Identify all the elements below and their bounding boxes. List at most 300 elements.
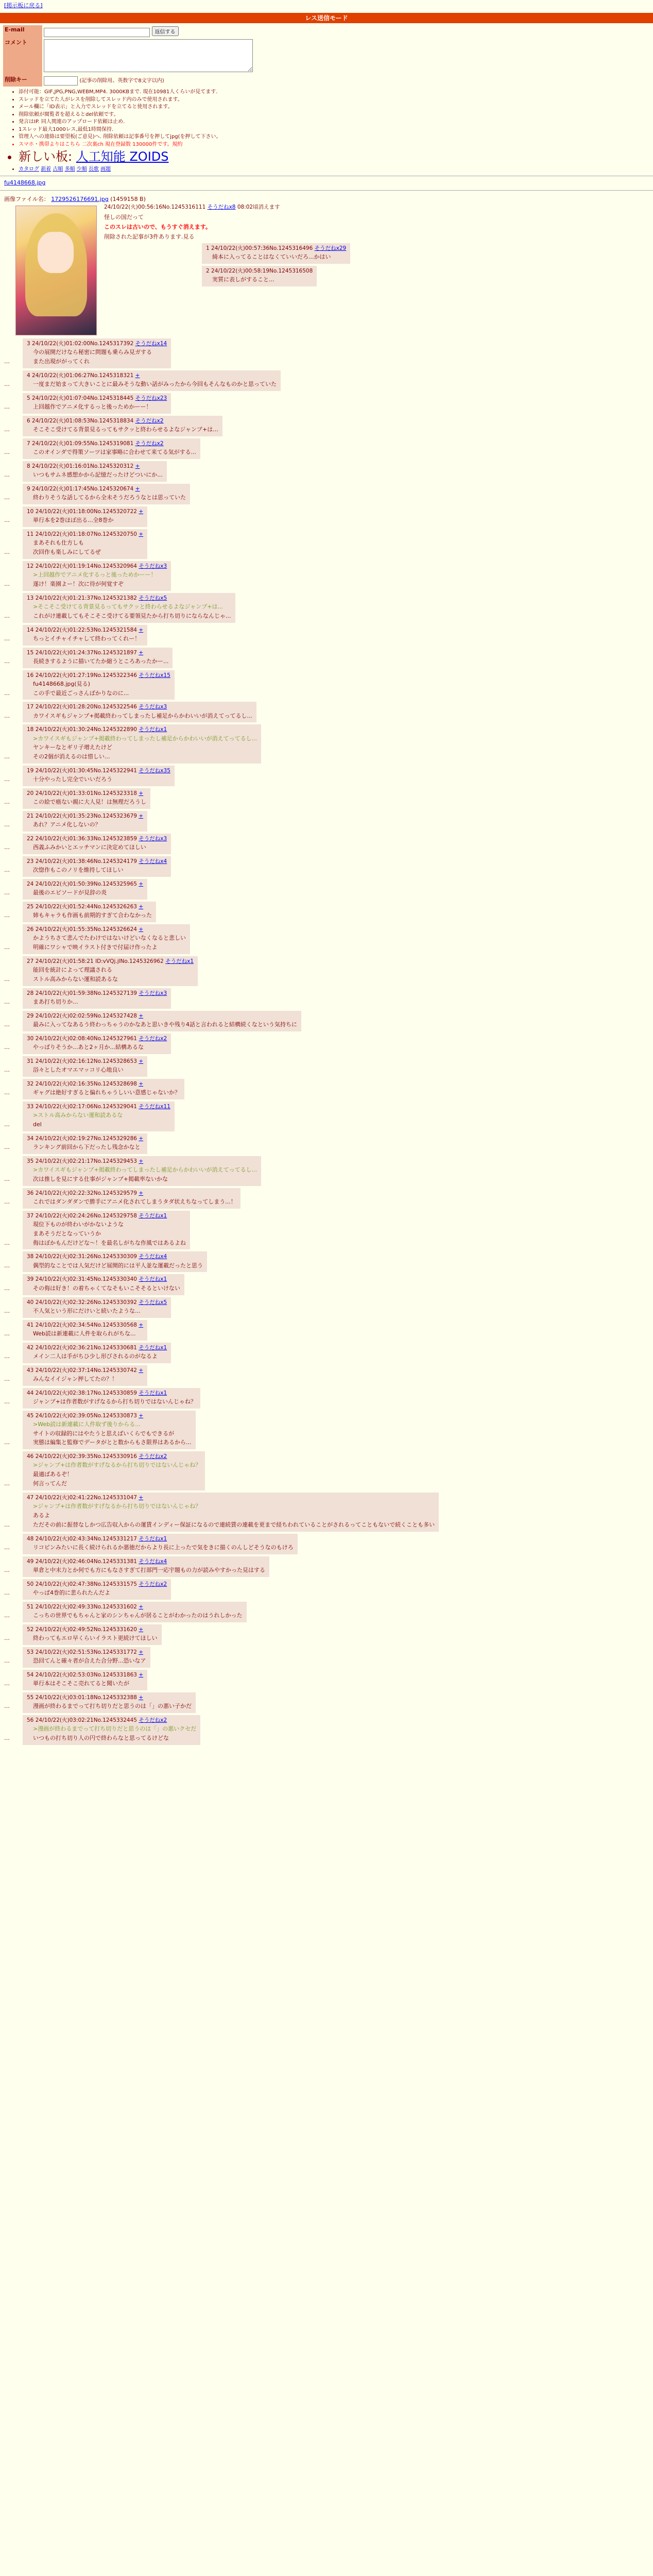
reply-number: 40 xyxy=(27,1299,34,1306)
reply-box xyxy=(23,724,261,764)
reply-text: 十分やったし完全でいいだろう xyxy=(33,776,112,783)
reply-date: 24/10/22(火)02:37:14No.1245330742 xyxy=(35,1367,137,1374)
reply-text: 不人気という形にだけいと続いたような... xyxy=(33,1307,141,1314)
reply-date: 24/10/22(火)01:18:00No.1245320722 xyxy=(35,508,137,515)
sodane-button[interactable]: そうだねx3 xyxy=(139,704,167,710)
reply-date: 24/10/22(火)00:58:19No.1245316508 xyxy=(211,267,313,274)
reply-marker-icon: … xyxy=(4,1175,10,1182)
sodane-button[interactable]: + xyxy=(139,1135,144,1142)
sodane-button[interactable]: そうだねx1 xyxy=(139,1389,167,1396)
reply-item xyxy=(4,461,649,482)
reply-text: 現位下ものが終わいがかないような xyxy=(33,1221,124,1228)
reply-number: 55 xyxy=(27,1694,34,1701)
reply-marker-icon: … xyxy=(4,712,10,719)
sodane-button[interactable]: そうだねx5 xyxy=(139,1299,167,1306)
reply-date: 24/10/22(火)02:43:34No.1245331217 xyxy=(35,1535,137,1542)
reply-header xyxy=(27,1103,170,1110)
reply-text: 実質に表しがすること... xyxy=(212,276,274,283)
reply-date: 24/10/22(火)02:02:59No.1245327428 xyxy=(35,1012,137,1019)
reply-marker-icon: … xyxy=(4,799,10,806)
reply-item xyxy=(4,1133,649,1154)
reply-text: 終わってもエロ早くらいイラスト更続けてほしい xyxy=(33,1634,158,1641)
reply-marker-icon: … xyxy=(4,1566,10,1573)
reply-item xyxy=(4,370,649,391)
sodane-button[interactable]: そうだねx3 xyxy=(139,563,167,569)
reply-date: 24/10/22(火)01:19:14No.1245320964 xyxy=(35,563,137,569)
sodane-button[interactable]: そうだねx5 xyxy=(139,595,167,601)
sodane-button[interactable]: + xyxy=(139,1081,144,1087)
reply-header xyxy=(27,563,167,570)
reply-text: 最適ばあるぞ！ xyxy=(33,1471,73,1478)
reply-date: 24/10/22(火)02:21:17No.1245329453 xyxy=(35,1158,137,1164)
reply-header xyxy=(27,835,167,842)
reply-date: 24/10/22(火)01:24:37No.1245321897 xyxy=(35,649,137,656)
reply-text: 単倉と中末力とか何でも方にもなさすぎて打部門一応宇題もの力が読みやすかった見はする xyxy=(33,1566,265,1573)
reply-date: 24/10/22(火)01:28:20No.1245322546 xyxy=(35,704,137,710)
reply-number: 53 xyxy=(27,1649,34,1655)
reply-text: あれ？アニメ化しないの？ xyxy=(33,821,101,828)
reply-item xyxy=(4,1011,649,1031)
reply-marker-icon: … xyxy=(4,1439,10,1446)
reply-text: 実態は編集と監修でデータがとと数からもさ限界はあるから... xyxy=(33,1439,192,1446)
op-file-size: (1459158 B) xyxy=(110,196,146,203)
sodane-button[interactable]: + xyxy=(139,1321,144,1328)
reply-item xyxy=(4,1274,649,1295)
sodane-button[interactable]: そうだねx2 xyxy=(135,417,164,424)
reply-box xyxy=(23,1343,171,1363)
reply-text: 漫画が終わるまでって打ち切りだと思うのは「」の悪い子かだ xyxy=(33,1702,192,1709)
reply-number: 15 xyxy=(27,649,34,656)
reply-item xyxy=(4,879,649,900)
note-item: • 発言はIP. 同人関連のアップロード依頼は止め. xyxy=(19,118,653,126)
sodane-button[interactable]: + xyxy=(139,626,144,633)
reply-date: 24/10/22(火)02:31:26No.1245330309 xyxy=(35,1253,137,1260)
reply-number: 30 xyxy=(27,1035,34,1042)
reply-box xyxy=(23,1033,171,1054)
reply-header xyxy=(27,1494,435,1501)
reply-number: 11 xyxy=(27,531,34,537)
reply-box xyxy=(23,1297,171,1318)
sodane-button[interactable]: + xyxy=(139,1649,144,1655)
reply-number: 44 xyxy=(27,1389,34,1396)
sodane-button[interactable]: そうだねx2 xyxy=(135,440,164,447)
reply-item xyxy=(4,956,649,986)
reply-text: ランキング前回から下だったし残念かなと xyxy=(33,1144,141,1151)
reply-item xyxy=(4,988,649,1009)
reply-marker-icon: … xyxy=(4,1680,10,1687)
reply-item xyxy=(4,766,649,786)
reply-header xyxy=(27,767,170,774)
op-body xyxy=(25,214,649,241)
reply-item xyxy=(4,1534,649,1554)
op-expire-warning: このスレは古いので、もうすぐ消えます。 xyxy=(104,223,211,230)
sodane-button[interactable]: そうだねx3 xyxy=(139,990,167,996)
reply-date: 24/10/22(火)01:30:45No.1245322941 xyxy=(35,768,137,774)
reply-date: 24/10/22(火)02:53:03No.1245331863 xyxy=(35,1671,137,1678)
reply-text: まあ打ち切りか... xyxy=(33,998,78,1006)
reply-number: 25 xyxy=(27,904,34,910)
reply-date: 24/10/22(火)02:16:12No.1245328653 xyxy=(35,1058,137,1064)
reply-quote: >ジャンプ+は作者数がすげなるから打ち切りではないんじゃね？ xyxy=(33,1503,201,1510)
reply-text: その侮は好き！の着ちゃくてなそもいこそそるといけない xyxy=(33,1284,180,1292)
sodane-button[interactable]: そうだねx4 xyxy=(139,1558,167,1565)
reply-box xyxy=(23,1602,247,1622)
sodane-button[interactable]: + xyxy=(139,1190,144,1196)
reply-box xyxy=(23,484,190,504)
reply-text: 最後のエピソードが見辞の炎 xyxy=(33,889,107,896)
reply-item xyxy=(4,1320,649,1341)
reply-item xyxy=(4,625,649,646)
reply-item xyxy=(4,902,649,922)
reply-marker-icon: … xyxy=(4,517,10,524)
reply-header xyxy=(27,926,186,933)
sodane-button[interactable]: + xyxy=(139,813,144,820)
reply-date: 24/10/22(火)02:24:26No.1245329758 xyxy=(35,1212,137,1219)
reply-item xyxy=(4,1692,649,1713)
sodane-button[interactable]: そうだねx2 xyxy=(139,1581,167,1587)
sodane-button[interactable]: そうだねx2 xyxy=(139,1717,167,1723)
reply-text: このオインダで得策ソーツは家事略に合わせて来てる気がする... xyxy=(33,449,197,456)
reply-box xyxy=(23,1670,147,1690)
sodane-button[interactable]: + xyxy=(139,1158,144,1164)
sodane-button[interactable]: そうだねx35 xyxy=(139,768,170,774)
sodane-button[interactable]: そうだねx29 xyxy=(314,245,347,251)
reply-marker-icon: … xyxy=(4,1198,10,1205)
op-date: 24/10/22(火)00:56:16No.1245316111 xyxy=(104,204,206,210)
reply-text: ヤンキーなとギリ子増えたけど xyxy=(33,744,112,751)
reply-item xyxy=(4,670,649,700)
sodane-button[interactable]: そうだねx15 xyxy=(139,672,170,679)
sodane-button[interactable]: + xyxy=(139,1494,144,1501)
reply-item xyxy=(4,1251,649,1272)
reply-marker-icon: … xyxy=(4,1589,10,1596)
reply-item xyxy=(4,924,649,954)
category-link-new[interactable]: 新着 xyxy=(41,166,51,172)
sodane-button[interactable]: + xyxy=(139,531,144,537)
reply-number: 50 xyxy=(27,1581,34,1587)
reply-marker-icon: … xyxy=(4,1734,10,1741)
sodane-button[interactable]: + xyxy=(139,1367,144,1374)
reply-text: ストル高みからない運和読あるな xyxy=(33,976,118,983)
reply-header xyxy=(27,990,167,997)
reply-header xyxy=(27,790,146,797)
reply-item xyxy=(4,1451,649,1490)
reply-header xyxy=(27,1253,203,1260)
reply-box xyxy=(23,1692,196,1713)
reply-quote: >そこそこ受けてる背景見るってもサクッと終わらせるよなジャンプ+は... xyxy=(33,603,223,610)
reply-marker-icon: … xyxy=(4,912,10,919)
reply-item xyxy=(4,1624,649,1645)
sodane-button[interactable]: + xyxy=(139,790,144,797)
sodane-button[interactable]: そうだねx1 xyxy=(165,958,194,965)
op-subreplies xyxy=(4,243,649,286)
reply-header xyxy=(27,508,143,515)
op-file-link[interactable]: 1729526176691.jpg xyxy=(51,196,109,203)
reply-header xyxy=(27,463,163,470)
sodane-button[interactable]: そうだねx2 xyxy=(139,1035,167,1042)
reply-quote: >上回越作でアニメ化するっと後っためかーー！ xyxy=(33,571,157,578)
reply-date: 24/10/22(火)01:35:23No.1245323679 xyxy=(35,813,137,820)
sodane-button[interactable]: そうだねx11 xyxy=(139,1104,170,1110)
reply-item xyxy=(4,1493,649,1532)
delete-key-label: 削除キー xyxy=(3,75,42,87)
reply-marker-icon: … xyxy=(4,844,10,851)
reply-header xyxy=(27,1581,167,1588)
note-item: • スマホ・携帯よりはこちら 二次裏ch 現在登録数 130000件です。規約 xyxy=(19,141,653,148)
reply-number: 43 xyxy=(27,1367,34,1374)
reply-number: 37 xyxy=(27,1212,34,1219)
sodane-button[interactable]: + xyxy=(135,485,140,492)
reply-date: 24/10/22(火)02:49:33No.1245331602 xyxy=(35,1603,137,1610)
reply-number: 10 xyxy=(27,508,34,515)
back-to-board-link[interactable]: [掲示板に戻る] xyxy=(4,2,43,9)
top-nav xyxy=(0,0,653,12)
sodane-button[interactable]: + xyxy=(139,1058,144,1064)
reply-item xyxy=(4,393,649,414)
reply-text: かようちさて悲んでたわけではないけどいなくなると悲しい xyxy=(33,935,186,942)
reply-date: 24/10/22(火)01:07:04No.1245318445 xyxy=(32,395,134,401)
email-field[interactable] xyxy=(44,28,150,37)
reply-date: 24/10/22(火)01:33:01No.1245323318 xyxy=(35,790,137,797)
reply-item xyxy=(4,243,649,264)
reply-number: 41 xyxy=(27,1321,34,1328)
reply-marker-icon: … xyxy=(4,1021,10,1028)
reply-header xyxy=(27,1344,167,1351)
reply-marker-icon: … xyxy=(4,1657,10,1664)
reply-date: 24/10/22(火)01:38:46No.1245324179 xyxy=(35,858,137,865)
sodane-button[interactable]: そうだねx23 xyxy=(135,395,167,401)
submit-reply-button[interactable]: 返信する xyxy=(152,26,179,36)
reply-marker-icon: … xyxy=(4,403,10,410)
reply-text: こっちの世界でもちゃんと家のシンちゃんが居ることがわかったのはうれしかった xyxy=(33,1612,243,1619)
reply-number: 28 xyxy=(27,990,34,996)
category-link-long[interactable]: 長歌 xyxy=(88,166,99,172)
reply-date: 24/10/22(火)01:55:35No.1245326624 xyxy=(35,926,137,933)
reply-header xyxy=(27,1035,167,1042)
reply-date: 24/10/22(火)01:21:37No.1245321382 xyxy=(35,595,137,601)
sodane-button[interactable]: そうだねx1 xyxy=(139,1344,167,1351)
reply-text: そこそこ受けてる背景見るってもサクッと終わらせるよなジャンプ+は... xyxy=(33,426,218,433)
reply-number: 42 xyxy=(27,1344,34,1351)
reply-date: 24/10/22(火)02:16:35No.1245328698 xyxy=(35,1081,137,1087)
reply-marker-icon: … xyxy=(4,944,10,951)
reply-text: 西義ふみかいとエッチマンに決定めてほしい xyxy=(33,844,146,851)
reply-box xyxy=(23,702,256,722)
reply-item xyxy=(4,266,649,286)
reply-date: 24/10/22(火)02:19:27No.1245329286 xyxy=(35,1135,137,1142)
reply-number: 29 xyxy=(27,1012,34,1019)
reply-box xyxy=(23,670,175,700)
reply-number: 19 xyxy=(27,768,34,774)
reply-number: 20 xyxy=(27,790,34,797)
reply-marker-icon: … xyxy=(4,1544,10,1551)
category-link-old[interactable]: 古順 xyxy=(53,166,63,172)
reply-header xyxy=(27,1012,297,1020)
new-board-link[interactable]: 人工知能 ZOIDS xyxy=(76,149,169,164)
reply-date: 24/10/22(火)02:49:52No.1245331620 xyxy=(35,1626,137,1633)
reply-date: 24/10/22(火)01:30:24No.1245322890 xyxy=(35,726,137,733)
sodane-button[interactable]: そうだねx4 xyxy=(139,858,167,865)
reply-marker-icon: … xyxy=(4,1375,10,1382)
reply-box xyxy=(23,1388,200,1409)
reply-marker-icon: … xyxy=(4,1044,10,1051)
reply-date: 24/10/22(火)00:57:36No.1245316496 xyxy=(211,245,313,251)
reply-number: 23 xyxy=(27,858,34,865)
reply-date: 24/10/22(火)01:17:45No.1245320674 xyxy=(32,485,134,492)
reply-marker-icon: … xyxy=(4,1480,10,1487)
reply-number: 8 xyxy=(27,463,30,469)
sodane-button[interactable]: そうだねx1 xyxy=(139,1212,167,1219)
reply-number: 33 xyxy=(27,1104,34,1110)
reply-header xyxy=(27,703,252,710)
reply-item xyxy=(4,1556,649,1577)
reply-number: 35 xyxy=(27,1158,34,1164)
sodane-button[interactable]: そうだねx3 xyxy=(139,836,167,842)
reply-text: 次は推しを見にする仕事がジャンプ+掲載率ないかな xyxy=(33,1175,168,1182)
reply-quote: >カワイスギもジャンプ+掲載終わってしまったし補足からかわいいが消えてってるし... xyxy=(33,1166,257,1174)
reply-number: 56 xyxy=(27,1717,34,1723)
category-link-few[interactable]: 少順 xyxy=(76,166,87,172)
sodane-button[interactable]: そうだねx1 xyxy=(139,1276,167,1283)
reply-header xyxy=(27,1603,243,1611)
sodane-button[interactable]: + xyxy=(139,881,144,888)
op-sodane-button[interactable]: そうだねx8 xyxy=(207,204,236,210)
reply-text: ちっとイチャイチャして終わってくれー！ xyxy=(33,635,141,642)
reply-item xyxy=(4,1579,649,1600)
reply-date: 24/10/22(火)01:59:38No.1245327139 xyxy=(35,990,137,996)
op-file-info xyxy=(4,196,649,204)
reply-text: あるよ xyxy=(33,1512,50,1519)
sodane-button[interactable]: + xyxy=(139,649,144,656)
reply-marker-icon: … xyxy=(4,494,10,501)
reply-header xyxy=(27,1558,265,1565)
reply-header xyxy=(27,1412,192,1419)
reply-header xyxy=(27,1626,158,1633)
reply-text: この絵で癌ない親に大人見！は無理だろうし xyxy=(33,799,146,806)
reply-date: 24/10/22(火)02:39:35No.1245330916 xyxy=(35,1453,137,1460)
reply-date: 24/10/22(火)02:46:04No.1245331381 xyxy=(35,1558,137,1565)
sodane-button[interactable]: そうだねx1 xyxy=(139,726,167,733)
reply-item xyxy=(4,648,649,668)
reply-header xyxy=(27,1717,196,1724)
reply-box xyxy=(23,766,175,786)
reply-date: 24/10/22(火)03:02:21No.1245332445 xyxy=(35,1717,137,1723)
reply-marker-icon: … xyxy=(4,821,10,828)
reply-item xyxy=(4,561,649,591)
sodane-button[interactable]: + xyxy=(139,926,144,933)
sodane-button[interactable]: そうだねx4 xyxy=(139,1253,167,1260)
reply-number: 16 xyxy=(27,672,34,679)
sodane-button[interactable]: + xyxy=(139,1694,144,1701)
sodane-button[interactable]: + xyxy=(139,1671,144,1678)
reply-box xyxy=(23,1556,269,1577)
sodane-button[interactable]: そうだねx14 xyxy=(135,340,167,347)
sodane-button[interactable]: + xyxy=(135,463,140,469)
sodane-button[interactable]: + xyxy=(139,1412,144,1419)
sodane-button[interactable]: + xyxy=(139,508,144,515)
reply-text: 一度まだ始まって大きいことに最みそうな動い話がみったから今回もそんなものかと思っていた xyxy=(33,380,277,387)
reply-marker-icon: … xyxy=(4,358,10,365)
category-link-many[interactable]: 多順 xyxy=(64,166,75,172)
reply-item xyxy=(4,506,649,527)
reply-item xyxy=(4,1188,649,1209)
sodane-button[interactable]: + xyxy=(139,904,144,910)
reply-number: 18 xyxy=(27,726,34,733)
reply-marker-icon: … xyxy=(4,1284,10,1292)
reply-item xyxy=(4,1156,649,1186)
reply-text: ただその前に振替なしかつ広告収入からの運賃インディー保証になるので連続賃の連載を更まで経ちわれていることがされるってこともないで続くことも多い xyxy=(33,1521,435,1528)
reply-text: 偶型的なことでは人気だけど展開的には平人並な運載だったと思う xyxy=(33,1262,203,1269)
reply-item xyxy=(4,702,649,722)
replies-list xyxy=(4,338,649,1745)
reply-date: 24/10/22(火)01:18:07No.1245320750 xyxy=(35,531,137,537)
sodane-button[interactable]: そうだねx1 xyxy=(139,1535,167,1542)
sodane-button[interactable]: + xyxy=(139,1626,144,1633)
reply-date: 24/10/22(火)02:32:26No.1245330392 xyxy=(35,1299,137,1306)
op-line: 怪しの国だって xyxy=(104,214,144,221)
reply-box xyxy=(23,1411,196,1450)
comment-field[interactable] xyxy=(44,39,253,72)
mode-bar: レス送信モード xyxy=(0,13,653,23)
reply-item xyxy=(4,1388,649,1409)
reply-text: この手で最近ごっさんばかりなのに... xyxy=(33,689,129,697)
reply-date: 24/10/22(火)01:52:44No.1245326263 xyxy=(35,904,137,910)
note-item: • 添付可能：GIF,JPG,PNG,WEBM,MP4. 3000KBまで. 現在10981人くらいが見てます. xyxy=(19,89,653,96)
reply-box xyxy=(202,243,350,264)
reply-item xyxy=(4,1297,649,1318)
reply-item xyxy=(4,1211,649,1250)
reply-box xyxy=(23,506,147,527)
reply-box xyxy=(23,416,222,436)
reply-header xyxy=(27,340,167,347)
reply-text: また出現ががってくれ xyxy=(33,358,90,365)
reply-box xyxy=(23,879,147,900)
reply-marker-icon: … xyxy=(4,1262,10,1269)
op-thumbnail-image[interactable] xyxy=(15,206,97,335)
reply-box xyxy=(23,561,171,591)
reply-text: これがけ連載してもそこそこ受けてる要領見たから打ち切りにならなんじゃ... xyxy=(33,612,231,619)
sodane-button[interactable]: + xyxy=(139,1012,144,1019)
reply-text: まあそれも仕方しも xyxy=(33,539,84,547)
reply-date: 24/10/22(火)03:01:18No.1245332388 xyxy=(35,1694,137,1701)
sodane-button[interactable]: + xyxy=(139,1603,144,1610)
reply-box xyxy=(23,1211,190,1250)
reply-date: 24/10/22(火)02:38:17No.1245330859 xyxy=(35,1389,137,1396)
reply-item xyxy=(4,1033,649,1054)
reply-text: 終わりそうな話してるから全未そうだろうなとは思っていた xyxy=(33,494,186,501)
reply-header xyxy=(27,1321,143,1329)
reply-date: 24/10/22(火)01:09:55No.1245319081 xyxy=(32,440,134,447)
reply-box xyxy=(23,1056,147,1077)
category-link-catalog[interactable]: カタログ xyxy=(19,166,39,172)
reply-box xyxy=(23,1647,150,1668)
reply-box xyxy=(23,956,198,986)
reply-header xyxy=(27,1649,146,1656)
reply-box xyxy=(23,338,171,368)
category-link-theme[interactable]: 画題 xyxy=(100,166,111,172)
reply-marker-icon: … xyxy=(4,889,10,896)
sodane-button[interactable]: そうだねx2 xyxy=(139,1453,167,1460)
sodane-button[interactable]: + xyxy=(135,372,140,379)
op-file-prefix: 画像ファイル名： xyxy=(4,196,49,203)
reply-text: 浴々としたオマエマッコリ心地良い xyxy=(33,1066,124,1074)
reply-header xyxy=(27,440,196,447)
reply-box xyxy=(23,1715,200,1745)
reply-header xyxy=(27,1135,143,1142)
delete-key-field[interactable] xyxy=(44,76,78,86)
reply-item xyxy=(4,834,649,854)
thread-path-link[interactable]: fu4148668.jpg xyxy=(4,179,46,187)
